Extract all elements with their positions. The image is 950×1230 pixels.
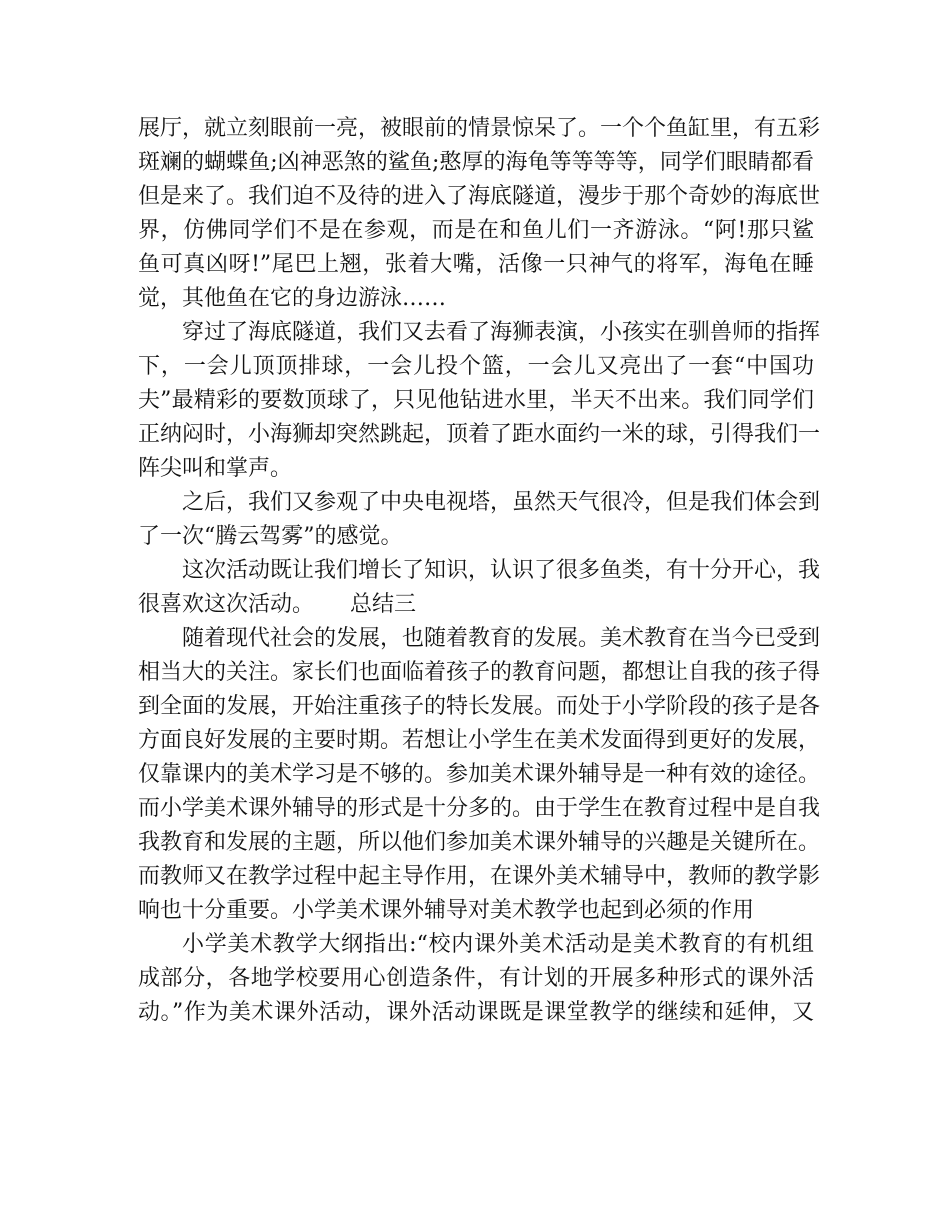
paragraph-first-line: 小学美术教学大纲指出:“校内课外美术活动是美术教育的有机组: [182, 932, 814, 957]
document-body: [138, 112, 821, 1030]
text-line: 但是来了。我们迫不及待的进入了海底隧道，漫步于那个奇妙的海底世: [138, 184, 821, 209]
text-line: 界，仿佛同学们不是在参观，而是在和鱼儿们一齐游泳。“阿!那只鲨: [138, 218, 814, 243]
text-line: 鱼可真凶呀!”尾巴上翘，张着大嘴，活像一只神气的将军，海龟在睡: [138, 252, 814, 277]
text-line: 正纳闷时，小海狮却突然跳起，顶着了距水面约一米的球，引得我们一: [138, 422, 821, 447]
text-line: [138, 588, 814, 622]
text-line: 下，一会儿顶顶排球，一会儿投个篮，一会儿又亮出了一套“中国功: [138, 354, 814, 379]
text-line: 展厅，就立刻眼前一亮，被眼前的情景惊呆了。一个个鱼缸里，有五彩: [138, 116, 821, 141]
text-line: 而小学美术课外辅导的形式是十分多的。由于学生在教育过程中是自我: [138, 796, 821, 821]
text-line: 夫”最精彩的要数顶球了，只见他钻进水里，半天不出来。我们同学们: [138, 388, 814, 413]
text-line: 方面良好发展的主要时期。若想让小学生在美术发面得到更好的发展，: [138, 728, 821, 753]
text-line: 阵尖叫和掌声。: [138, 456, 293, 481]
text-line: 我教育和发展的主题，所以他们参加美术课外辅导的兴趣是关键所在。: [138, 830, 821, 855]
text-line: 动。”作为美术课外活动，课外活动课既是课堂教学的继续和延伸，又: [138, 1000, 814, 1025]
text-line: 成部分，各地学校要用心创造条件，有计划的开展多种形式的课外活: [138, 966, 814, 991]
text-fragment: 很喜欢这次活动。: [138, 592, 315, 617]
paragraph-first-line: 穿过了海底隧道，我们又去看了海狮表演，小孩实在驯兽师的指挥: [182, 320, 821, 345]
text-line: 响也十分重要。小学美术课外辅导对美术教学也起到必须的作用: [138, 898, 755, 923]
paragraph-first-line: 之后，我们又参观了中央电视塔，虽然天气很冷，但是我们体会到: [182, 490, 821, 515]
text-line: 而教师又在教学过程中起主导作用，在课外美术辅导中，教师的教学影: [138, 864, 821, 889]
paragraph-first-line: 这次活动既让我们增长了知识，认识了很多鱼类，有十分开心，我: [182, 558, 821, 583]
text-line: 仅靠课内的美术学习是不够的。参加美术课外辅导是一种有效的途径。: [138, 762, 821, 787]
text-line: 到全面的发展，开始注重孩子的特长发展。而处于小学阶段的孩子是各: [138, 694, 821, 719]
section-heading: 总结三: [350, 592, 417, 617]
text-line: 相当大的关注。家长们也面临着孩子的教育问题，都想让自我的孩子得: [138, 660, 821, 685]
text-line: 斑斓的蝴蝶鱼;凶神恶煞的鲨鱼;憨厚的海龟等等等等，同学们眼睛都看: [138, 150, 814, 175]
paragraph-first-line: 随着现代社会的发展，也随着教育的发展。美术教育在当今已受到: [182, 626, 821, 651]
text-line: 了一次“腾云驾雾”的感觉。: [138, 524, 403, 549]
text-line: 觉，其他鱼在它的身边游泳……: [138, 286, 447, 311]
